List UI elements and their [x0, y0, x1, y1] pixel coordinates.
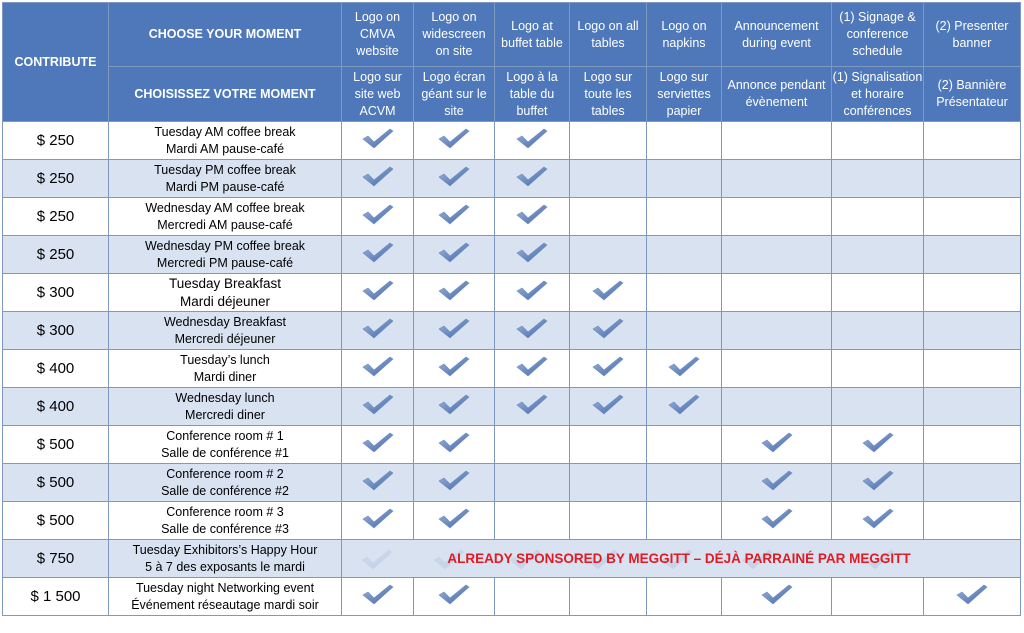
moment-cell	[109, 312, 342, 350]
checkmark-icon	[361, 240, 395, 264]
benefit-cell	[722, 388, 832, 426]
checkmark-icon	[515, 202, 549, 226]
benefit-cell	[647, 502, 722, 540]
contribution-amount: $ 750	[3, 540, 109, 578]
benefit-cell	[570, 578, 647, 616]
benefit-cell	[414, 274, 495, 312]
checkmark-icon	[437, 506, 471, 530]
benefit-cell	[570, 122, 647, 160]
benefit-header-en: Logo on widescreen on site	[414, 3, 495, 67]
benefit-cell	[414, 198, 495, 236]
benefit-cell	[414, 578, 495, 616]
benefit-cell	[342, 198, 414, 236]
checkmark-icon	[760, 430, 794, 454]
benefit-header-fr: Logo sur serviettes papier	[647, 67, 722, 122]
checkmark-icon	[515, 278, 549, 302]
table-row	[3, 388, 1021, 426]
contribution-amount: $ 250	[3, 198, 109, 236]
moment-label-en: Tuesday’s lunch	[180, 352, 270, 367]
benefit-cell	[342, 464, 414, 502]
table-row	[3, 312, 1021, 350]
moment-cell	[109, 464, 342, 502]
moment-cell	[109, 274, 342, 312]
moment-label-fr: Mercredi AM pause-café	[157, 217, 293, 232]
benefit-cell	[495, 274, 570, 312]
checkmark-icon	[437, 430, 471, 454]
benefit-cell	[832, 122, 924, 160]
benefit-cell	[342, 160, 414, 198]
checkmark-icon	[437, 468, 471, 492]
checkmark-icon	[760, 506, 794, 530]
checkmark-icon	[861, 506, 895, 530]
checkmark-icon	[361, 354, 395, 378]
moment-label-en: Tuesday Exhibitors’s Happy Hour	[132, 542, 318, 557]
table-row	[3, 540, 1021, 578]
sponsored-cell	[342, 540, 1021, 578]
moment-label-fr: Mardi AM pause-café	[165, 141, 285, 156]
checkmark-icon	[437, 126, 471, 150]
moment-cell	[109, 502, 342, 540]
benefit-cell	[832, 464, 924, 502]
sponsorship-table	[2, 2, 1021, 616]
benefit-cell	[832, 198, 924, 236]
benefit-cell	[342, 388, 414, 426]
benefit-cell	[832, 350, 924, 388]
benefit-cell	[722, 502, 832, 540]
benefit-cell	[722, 198, 832, 236]
table-row	[3, 502, 1021, 540]
benefit-cell	[342, 274, 414, 312]
checkmark-icon	[861, 430, 895, 454]
benefit-cell	[495, 350, 570, 388]
checkmark-icon	[361, 278, 395, 302]
benefit-cell	[647, 236, 722, 274]
moment-label-en: Wednesday PM coffee break	[144, 238, 306, 253]
benefit-cell	[342, 122, 414, 160]
benefit-cell	[924, 160, 1021, 198]
benefit-cell	[647, 198, 722, 236]
contribution-amount: $ 400	[3, 388, 109, 426]
moment-label-fr: Mardi déjeuner	[179, 293, 271, 309]
benefit-cell	[647, 274, 722, 312]
moment-cell	[109, 122, 342, 160]
contribution-amount: $ 300	[3, 274, 109, 312]
moment-cell	[109, 160, 342, 198]
benefit-cell	[647, 350, 722, 388]
benefit-header-fr: (1) Signalisation et horaire conférences	[832, 67, 924, 122]
moment-label-fr: Mercredi déjeuner	[174, 331, 276, 346]
moment-label-en: Tuesday Breakfast	[168, 275, 282, 291]
benefit-cell	[722, 350, 832, 388]
moment-label-fr: Mercredi PM pause-café	[156, 255, 294, 270]
benefit-cell	[342, 236, 414, 274]
checkmark-icon	[437, 202, 471, 226]
benefit-cell	[342, 312, 414, 350]
benefit-cell	[647, 312, 722, 350]
moment-label-en: Wednesday lunch	[175, 390, 275, 405]
checkmark-icon	[437, 392, 471, 416]
benefit-cell	[570, 388, 647, 426]
moment-cell	[109, 350, 342, 388]
benefit-cell	[722, 236, 832, 274]
benefit-cell	[832, 426, 924, 464]
benefit-cell	[495, 464, 570, 502]
moment-label-fr: Salle de conférence #3	[161, 521, 289, 536]
benefit-cell	[832, 236, 924, 274]
checkmark-icon	[437, 354, 471, 378]
benefit-header-fr: Logo à la table du buffet	[495, 67, 570, 122]
benefit-cell	[414, 236, 495, 274]
moment-label-fr: Mardi diner	[193, 369, 257, 384]
benefit-cell	[832, 312, 924, 350]
checkmark-icon	[437, 240, 471, 264]
benefit-cell	[924, 350, 1021, 388]
contribution-amount: $ 250	[3, 122, 109, 160]
benefit-cell	[832, 502, 924, 540]
benefit-header-en: Logo at buffet table	[495, 3, 570, 67]
benefit-cell	[832, 160, 924, 198]
benefit-cell	[924, 274, 1021, 312]
table-row	[3, 350, 1021, 388]
contribution-amount: $ 300	[3, 312, 109, 350]
benefit-cell	[924, 198, 1021, 236]
benefit-cell	[570, 160, 647, 198]
checkmark-icon	[591, 392, 625, 416]
checkmark-icon	[515, 392, 549, 416]
moment-label-en: Conference room # 2	[166, 466, 284, 481]
table-row	[3, 464, 1021, 502]
benefit-cell	[924, 464, 1021, 502]
benefit-cell	[722, 464, 832, 502]
moment-label-en: Wednesday AM coffee break	[145, 200, 305, 215]
contribution-amount: $ 500	[3, 426, 109, 464]
benefit-cell	[924, 388, 1021, 426]
benefit-cell	[495, 388, 570, 426]
checkmark-icon	[760, 582, 794, 606]
benefit-cell	[570, 312, 647, 350]
benefit-cell	[570, 198, 647, 236]
table-row	[3, 274, 1021, 312]
benefit-cell	[495, 198, 570, 236]
checkmark-icon	[667, 354, 701, 378]
table-row	[3, 236, 1021, 274]
benefit-cell	[722, 312, 832, 350]
benefit-cell	[495, 578, 570, 616]
moment-label-fr: Mercredi diner	[185, 407, 265, 422]
table-row	[3, 198, 1021, 236]
table-row	[3, 578, 1021, 616]
checkmark-icon	[437, 316, 471, 340]
moment-label-en: Conference room # 1	[166, 428, 284, 443]
table-body	[3, 122, 1021, 616]
benefit-cell	[722, 578, 832, 616]
benefit-header-fr: Annonce pendant évènement	[722, 67, 832, 122]
benefit-cell	[570, 274, 647, 312]
moment-cell	[109, 236, 342, 274]
benefit-header-fr: Logo écran géant sur le site	[414, 67, 495, 122]
benefit-cell	[924, 502, 1021, 540]
moment-label-fr: Événement réseautage mardi soir	[131, 597, 319, 612]
moment-label-en: Conference room # 3	[166, 504, 284, 519]
benefit-cell	[647, 464, 722, 502]
moment-header-fr: CHOISISSEZ VOTRE MOMENT	[109, 67, 342, 122]
checkmark-icon	[437, 582, 471, 606]
checkmark-icon	[955, 582, 989, 606]
checkmark-icon	[361, 582, 395, 606]
checkmark-icon	[760, 468, 794, 492]
benefit-cell	[722, 274, 832, 312]
checkmark-icon	[437, 164, 471, 188]
benefit-cell	[832, 274, 924, 312]
benefit-cell	[647, 388, 722, 426]
table-row	[3, 426, 1021, 464]
moment-label-fr: Salle de conférence #2	[161, 483, 289, 498]
benefit-cell	[570, 426, 647, 464]
checkmark-icon	[515, 126, 549, 150]
benefit-cell	[414, 122, 495, 160]
benefit-cell	[924, 578, 1021, 616]
checkmark-icon	[861, 468, 895, 492]
benefit-cell	[495, 122, 570, 160]
contribute-header: CONTRIBUTE	[3, 3, 109, 122]
benefit-cell	[832, 578, 924, 616]
benefit-cell	[722, 122, 832, 160]
moment-cell	[109, 426, 342, 464]
benefit-cell	[414, 388, 495, 426]
benefit-header-en: Logo on CMVA website	[342, 3, 414, 67]
checkmark-icon	[515, 354, 549, 378]
moment-header-en: CHOOSE YOUR MOMENT	[109, 3, 342, 67]
benefit-cell	[647, 578, 722, 616]
benefit-cell	[570, 236, 647, 274]
checkmark-icon	[591, 316, 625, 340]
benefit-cell	[414, 350, 495, 388]
benefit-header-en: (2) Presenter banner	[924, 3, 1021, 67]
benefit-cell	[722, 160, 832, 198]
benefit-cell	[414, 426, 495, 464]
benefit-header-en: Logo on all tables	[570, 3, 647, 67]
checkmark-icon	[361, 164, 395, 188]
benefit-cell	[924, 236, 1021, 274]
checkmark-icon	[515, 240, 549, 264]
checkmark-icon	[361, 202, 395, 226]
benefit-cell	[570, 464, 647, 502]
moment-label-fr: Salle de conférence #1	[161, 445, 289, 460]
benefit-cell	[570, 350, 647, 388]
moment-label-en: Tuesday night Networking event	[135, 580, 315, 595]
checkmark-icon	[515, 164, 549, 188]
moment-cell	[109, 388, 342, 426]
benefit-cell	[414, 312, 495, 350]
moment-cell	[109, 578, 342, 616]
benefit-cell	[495, 236, 570, 274]
benefit-cell	[924, 312, 1021, 350]
benefit-cell	[647, 426, 722, 464]
checkmark-icon	[361, 126, 395, 150]
benefit-cell	[647, 160, 722, 198]
benefit-cell	[495, 160, 570, 198]
benefit-cell	[414, 464, 495, 502]
benefit-cell	[414, 160, 495, 198]
contribution-amount: $ 250	[3, 236, 109, 274]
benefit-cell	[495, 502, 570, 540]
benefit-cell	[342, 350, 414, 388]
checkmark-icon	[361, 468, 395, 492]
contribution-amount: $ 500	[3, 464, 109, 502]
checkmark-icon	[667, 392, 701, 416]
benefit-cell	[570, 502, 647, 540]
benefit-cell	[495, 312, 570, 350]
benefit-cell	[722, 426, 832, 464]
moment-label-fr: 5 à 7 des exposants le mardi	[145, 559, 305, 574]
benefit-header-en: Announcement during event	[722, 3, 832, 67]
benefit-header-en: (1) Signage & conference schedule	[832, 3, 924, 67]
table-row	[3, 160, 1021, 198]
benefit-cell	[924, 122, 1021, 160]
moment-label-en: Tuesday PM coffee break	[154, 162, 296, 177]
checkmark-icon	[361, 392, 395, 416]
moment-cell	[109, 540, 342, 578]
benefit-header-en: Logo on napkins	[647, 3, 722, 67]
benefit-header-fr: (2) Bannière Présentateur	[924, 67, 1021, 122]
benefit-cell	[647, 122, 722, 160]
checkmark-icon	[591, 354, 625, 378]
table-row	[3, 122, 1021, 160]
contribution-amount: $ 250	[3, 160, 109, 198]
moment-cell	[109, 198, 342, 236]
moment-label-en: Tuesday AM coffee break	[154, 124, 296, 139]
checkmark-icon	[361, 316, 395, 340]
contribution-amount: $ 400	[3, 350, 109, 388]
benefit-cell	[924, 426, 1021, 464]
checkmark-icon	[437, 278, 471, 302]
checkmark-icon	[591, 278, 625, 302]
moment-label-en: Wednesday Breakfast	[163, 314, 287, 329]
checkmark-icon	[361, 430, 395, 454]
benefit-cell	[495, 426, 570, 464]
checkmark-icon	[515, 316, 549, 340]
benefit-header-fr: Logo sur site web ACVM	[342, 67, 414, 122]
checkmark-icon	[361, 506, 395, 530]
benefit-cell	[342, 426, 414, 464]
benefit-cell	[342, 578, 414, 616]
moment-label-fr: Mardi PM pause-café	[165, 179, 285, 194]
contribution-amount: $ 1 500	[3, 578, 109, 616]
benefit-cell	[832, 388, 924, 426]
benefit-cell	[342, 502, 414, 540]
already-sponsored-notice: ALREADY SPONSORED BY MEGGITT – DÉJÀ PARRAINÉ PAR MEGGITT	[342, 546, 1016, 571]
contribution-amount: $ 500	[3, 502, 109, 540]
benefit-header-fr: Logo sur toute les tables	[570, 67, 647, 122]
benefit-cell	[414, 502, 495, 540]
